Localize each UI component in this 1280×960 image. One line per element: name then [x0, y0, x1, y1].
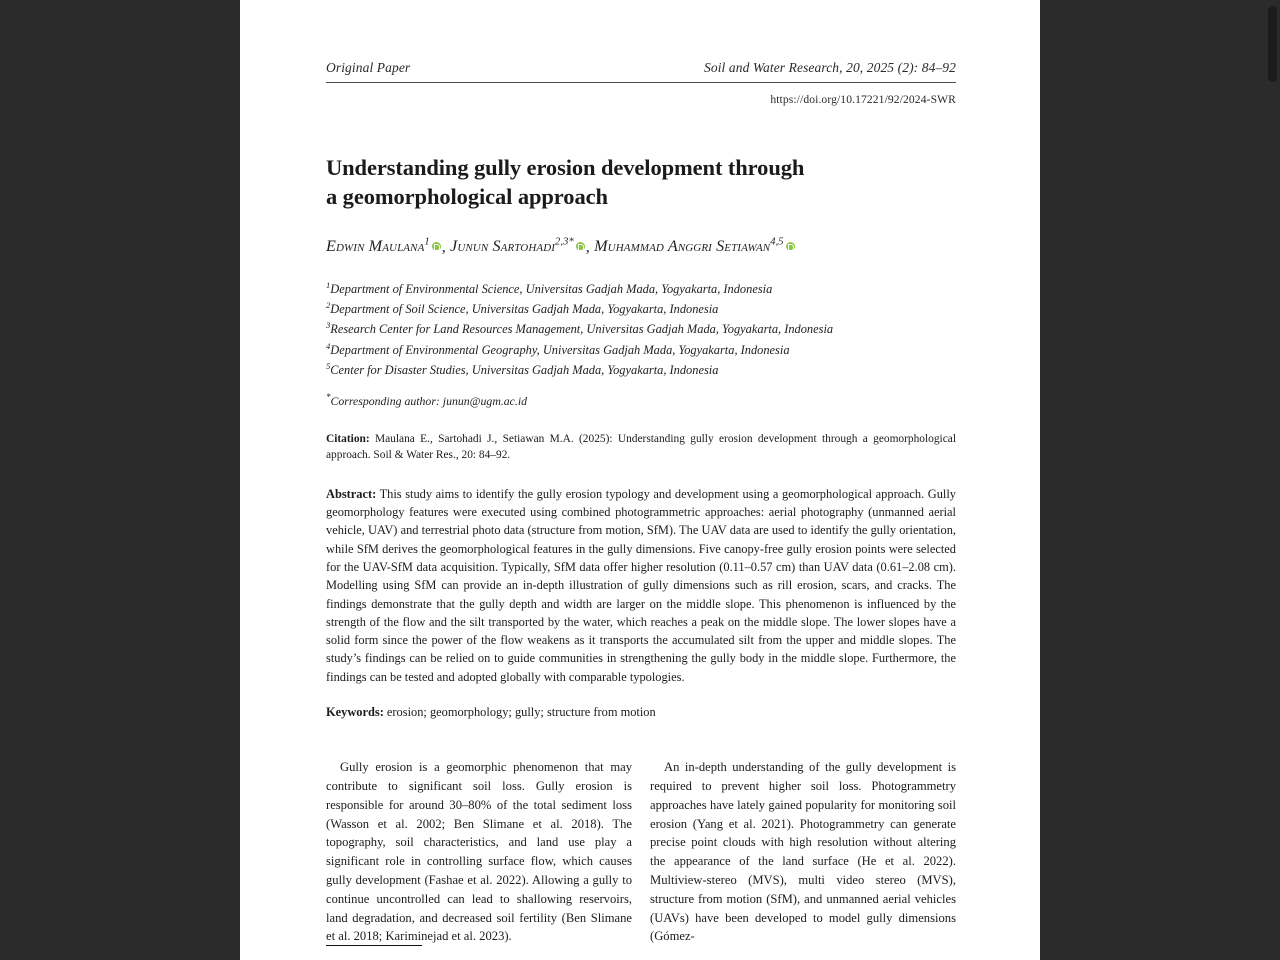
affiliation-text: Department of Environmental Geography, Universitas Gadjah Mada, Yogyakarta, Indonesia [330, 342, 790, 357]
author-affiliation-marker: 4,5 [770, 236, 784, 248]
page-title [326, 153, 956, 212]
title-line-1: Understanding gully erosion development through [326, 155, 805, 180]
header-rule [326, 82, 956, 83]
corresponding-author [326, 392, 956, 409]
affiliation-text: Department of Environmental Science, Universitas Gadjah Mada, Yogyakarta, Indonesia [330, 282, 773, 297]
affiliation-text: Center for Disaster Studies, Universitas Gadjah Mada, Yogyakarta, Indonesia [330, 362, 719, 377]
affiliation-marker: 2 [326, 300, 331, 311]
orcid-icon[interactable] [786, 242, 795, 251]
affiliation-marker: 3 [326, 320, 331, 331]
affiliation-text: Research Center for Land Resources Management, Universitas Gadjah Mada, Yogyakarta, Indonesia [330, 322, 834, 337]
running-head [326, 0, 956, 76]
author-affiliation-marker: 2,3* [555, 236, 574, 248]
body-column-right [650, 758, 956, 946]
journal-reference: Soil and Water Research, 20, 2025 (2): 84–92 [704, 60, 956, 75]
affiliation-marker: 1 [326, 279, 331, 290]
affiliation-marker: 5 [326, 360, 331, 371]
citation-block [326, 431, 956, 464]
affiliation-text: Department of Soil Science, Universitas Gadjah Mada, Yogyakarta, Indonesia [330, 302, 719, 317]
vertical-scrollbar[interactable] [1264, 0, 1280, 960]
page-content [326, 0, 956, 946]
affiliation-item [326, 360, 956, 380]
body-paragraph: An in-depth understanding of the gully development is required to prevent higher soil loss. Photogrammetry approaches have lately gained popularity for monitoring soil erosion (Yang et al. 2021). Photogrammetry can generate precise point clouds with high resolution without altering the appearance of the land surface (He et al. 2022). Multiview-stereo (MVS), multi video stereo (MVS), structure from motion (SfM), and unmanned aerial vehicles (UAVs) have been developed to model gully dimensions (Gómez- [650, 760, 956, 944]
affiliation-item [326, 279, 956, 299]
body-columns [326, 758, 956, 946]
corresponding-marker: * [326, 392, 331, 403]
title-line-2: a geomorphological approach [326, 184, 608, 210]
keywords-label: Keywords: [326, 705, 384, 720]
citation-label: Citation: [326, 432, 370, 445]
keywords-text: erosion; geomorphology; gully; structure from motion [383, 705, 656, 720]
body-paragraph: Gully erosion is a geomorphic phenomenon that may contribute to significant soil loss. Gully erosion is responsible for around 30–80% of the total sediment loss (Wasson et al. 2002; Ben Slimane et al. 2018). The topography, soil characteristics, and land use play a significant role in controlling surface flow, which causes gully development (Fashae et al. 2022). Allowing a gully to continue uncontrolled can lead to shallowing reservoirs, land degradation, and decreased soil fertility (Ben Slimane et al. 2018; Kariminejad et al. 2023). [326, 760, 632, 944]
author-entry [450, 237, 586, 255]
author-name: Muhammad Anggri Setiawan [594, 236, 771, 255]
orcid-icon[interactable] [576, 242, 585, 251]
author-name: Edwin Maulana [326, 236, 425, 255]
doi-link[interactable]: https://doi.org/10.17221/92/2024-SWR [770, 93, 956, 106]
author-entry [594, 237, 796, 255]
orcid-icon[interactable] [432, 242, 441, 251]
footnote-rule [326, 945, 422, 946]
body-column-left [326, 758, 632, 946]
article-type-label: Original Paper [326, 60, 411, 75]
affiliation-item [326, 340, 956, 360]
abstract-text: This study aims to identify the gully erosion typology and development using a geomorphological approach. Gully geomorphology features were executed using combined photogrammetric approaches: aerial photography (unmanned aerial vehicle, UAV) and terrestrial photo data (structure from motion, SfM). The UAV data are used to identify the gully orientation, while SfM derives the geomorphological features in the gully dimensions. Five canopy-free gully erosion points were selected for the UAV-SfM data acquisition. Typically, SfM data offer higher resolution (0.11–0.57 cm) than UAV data (0.61–2.08 cm). Modelling using SfM can provide an in-depth illustration of gully dimensions such as rill erosion, scars, and cracks. The findings demonstrate that the gully depth and width are larger on the middle slope. This phenomenon is influenced by the strength of the flow and the silt transported by the water, which reaches a peak on the middle slope. The lower slopes have a solid form since the power of the flow weakens as it transports the accumulated silt from the upper and middle slopes. The study’s findings can be relied on to guide communities in strengthening the gully body in the middle slope. Furthermore, the findings can be tested and adopted globally with comparable typologies. [326, 486, 956, 684]
scrollbar-thumb[interactable] [1268, 6, 1277, 82]
abstract-label: Abstract: [326, 486, 377, 501]
abstract-block [326, 485, 956, 686]
author-list: Edwin Maulana$^1$ , Junun Sartohadi$^{2,3*}$ , Muhammad Anggri Setiawan$^{4,5}$ [326, 236, 956, 257]
citation-text: Maulana E., Sartohadi J., Setiawan M.A. (2025): Understanding gully erosion development through a geomorphological approach. Soil & Water Res., 20: 84–92. [326, 432, 956, 462]
author-name: Junun Sartohadi [450, 236, 556, 255]
affiliation-marker: 4 [326, 340, 331, 351]
author-entry [326, 237, 442, 255]
document-page [240, 0, 1040, 960]
affiliation-list [326, 279, 956, 380]
corresponding-text: Corresponding author: junun@ugm.ac.id [330, 393, 528, 408]
affiliation-item [326, 299, 956, 319]
author-affiliation-marker: 1 [424, 236, 430, 248]
keywords-block [326, 705, 956, 720]
affiliation-item [326, 319, 956, 339]
